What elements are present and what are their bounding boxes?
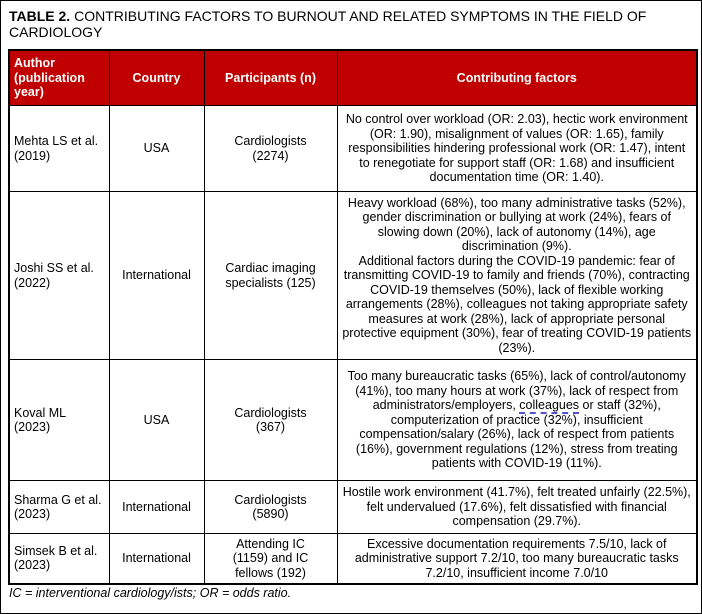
participants-line: Cardiologists — [234, 405, 307, 420]
author-cell: Koval ML (2023) — [9, 360, 109, 481]
table-row — [9, 192, 697, 360]
factors-cell — [337, 192, 697, 360]
participants-line: specialists (125) — [225, 275, 316, 290]
table-row — [9, 481, 697, 534]
table-row — [9, 106, 697, 192]
factors-paragraph: Additional factors during the COVID-19 pandemic: fear of transmitting COVID-19 to family and friends (70%), contracting COVID-19 themselves (50%), lack of flexible working arrangements (28%), colleagues not taking appropriate safety measures at work (28%), lack of appropriate personal protective equipment (30%), fear of treating COVID-19 patients (23%). — [342, 253, 692, 355]
factors-paragraph: Heavy workload (68%), too many administrative tasks (52%), gender discrimination or bullying at work (24%), fears of slowing down (20%), lack of autonomy (14%), age discrimination (9%). — [347, 195, 686, 254]
participants-line: Cardiologists — [234, 492, 307, 507]
participants-line: (1159) and IC — [232, 551, 309, 565]
country-cell: USA — [109, 360, 204, 481]
factors-cell — [337, 360, 697, 481]
participants-line: Cardiologists — [234, 134, 307, 148]
participants-line: Cardiac imaging — [225, 261, 316, 275]
table-caption-text: CONTRIBUTING FACTORS TO BURNOUT AND RELATED SYMPTOMS IN THE FIELD OF CARDIOLOGY — [9, 8, 647, 40]
factors-cell: No control over workload (OR: 2.03), hectic work environment (OR: 1.90), misalignment of values (OR: 1.65), family responsibilities hindering professional work (OR: 1.47), intent to renegotiate for support staff (OR: 1.68) and insufficient documentation time (OR: 1.40). — [337, 106, 697, 192]
participants-line: (5890) — [252, 507, 289, 521]
country-cell: International — [109, 481, 204, 534]
author-cell: Simsek B et al. (2023) — [9, 534, 109, 584]
participants-cell — [204, 192, 337, 360]
table-caption — [9, 8, 661, 40]
participants-cell — [204, 481, 337, 534]
country-cell: USA — [109, 106, 204, 192]
table-row — [9, 360, 697, 481]
participants-line: Attending IC — [236, 536, 305, 551]
factors-text: Too many bureaucratic tasks (65%), lack of control/autonomy (41%), too many hours at work (37%), lack of respect from administrators/employers, — [347, 369, 686, 413]
header-country: Country — [109, 50, 204, 106]
participants-line: fellows (192) — [235, 565, 306, 580]
factors-cell: Excessive documentation requirements 7.5/10, lack of administrative support 7.2/10, too many bureaucratic tasks 7.2/10, insufficient income 7.0/10 — [337, 534, 697, 584]
factors-text: or staff (32%), computerization of practice (32%), insufficient compensation/salary (26%), lack of respect from patients (16%), government regulations (12%), stress from treating patients with COVID-19 (11%). — [355, 398, 678, 471]
footnote: IC = interventional cardiology/ists; OR = odds ratio. — [9, 585, 292, 600]
header-row — [9, 50, 697, 106]
factors-cell: Hostile work environment (41.7%), felt treated unfairly (22.5%), felt undervalued (17.6%), felt dissatisfied with financial compensation (29.7%). — [337, 481, 697, 534]
participants-cell — [204, 360, 337, 481]
participants-cell — [204, 106, 337, 192]
author-cell: Joshi SS et al. (2022) — [9, 192, 109, 360]
participants-line: (367) — [255, 420, 286, 434]
header-author: Author (publication year) — [9, 50, 109, 106]
header-contributing-factors: Contributing factors — [337, 50, 697, 106]
author-cell: Sharma G et al. (2023) — [9, 481, 109, 534]
participants-line: (2274) — [252, 148, 289, 163]
table-caption-label: TABLE 2. — [9, 8, 71, 24]
burnout-factors-table — [8, 49, 698, 585]
author-cell: Mehta LS et al. (2019) — [9, 106, 109, 192]
table-row — [9, 534, 697, 584]
header-participants: Participants (n) — [204, 50, 337, 106]
country-cell: International — [109, 534, 204, 584]
participants-cell — [204, 534, 337, 584]
grammar-check-underlined-word: colleagues — [519, 398, 580, 413]
country-cell: International — [109, 192, 204, 360]
